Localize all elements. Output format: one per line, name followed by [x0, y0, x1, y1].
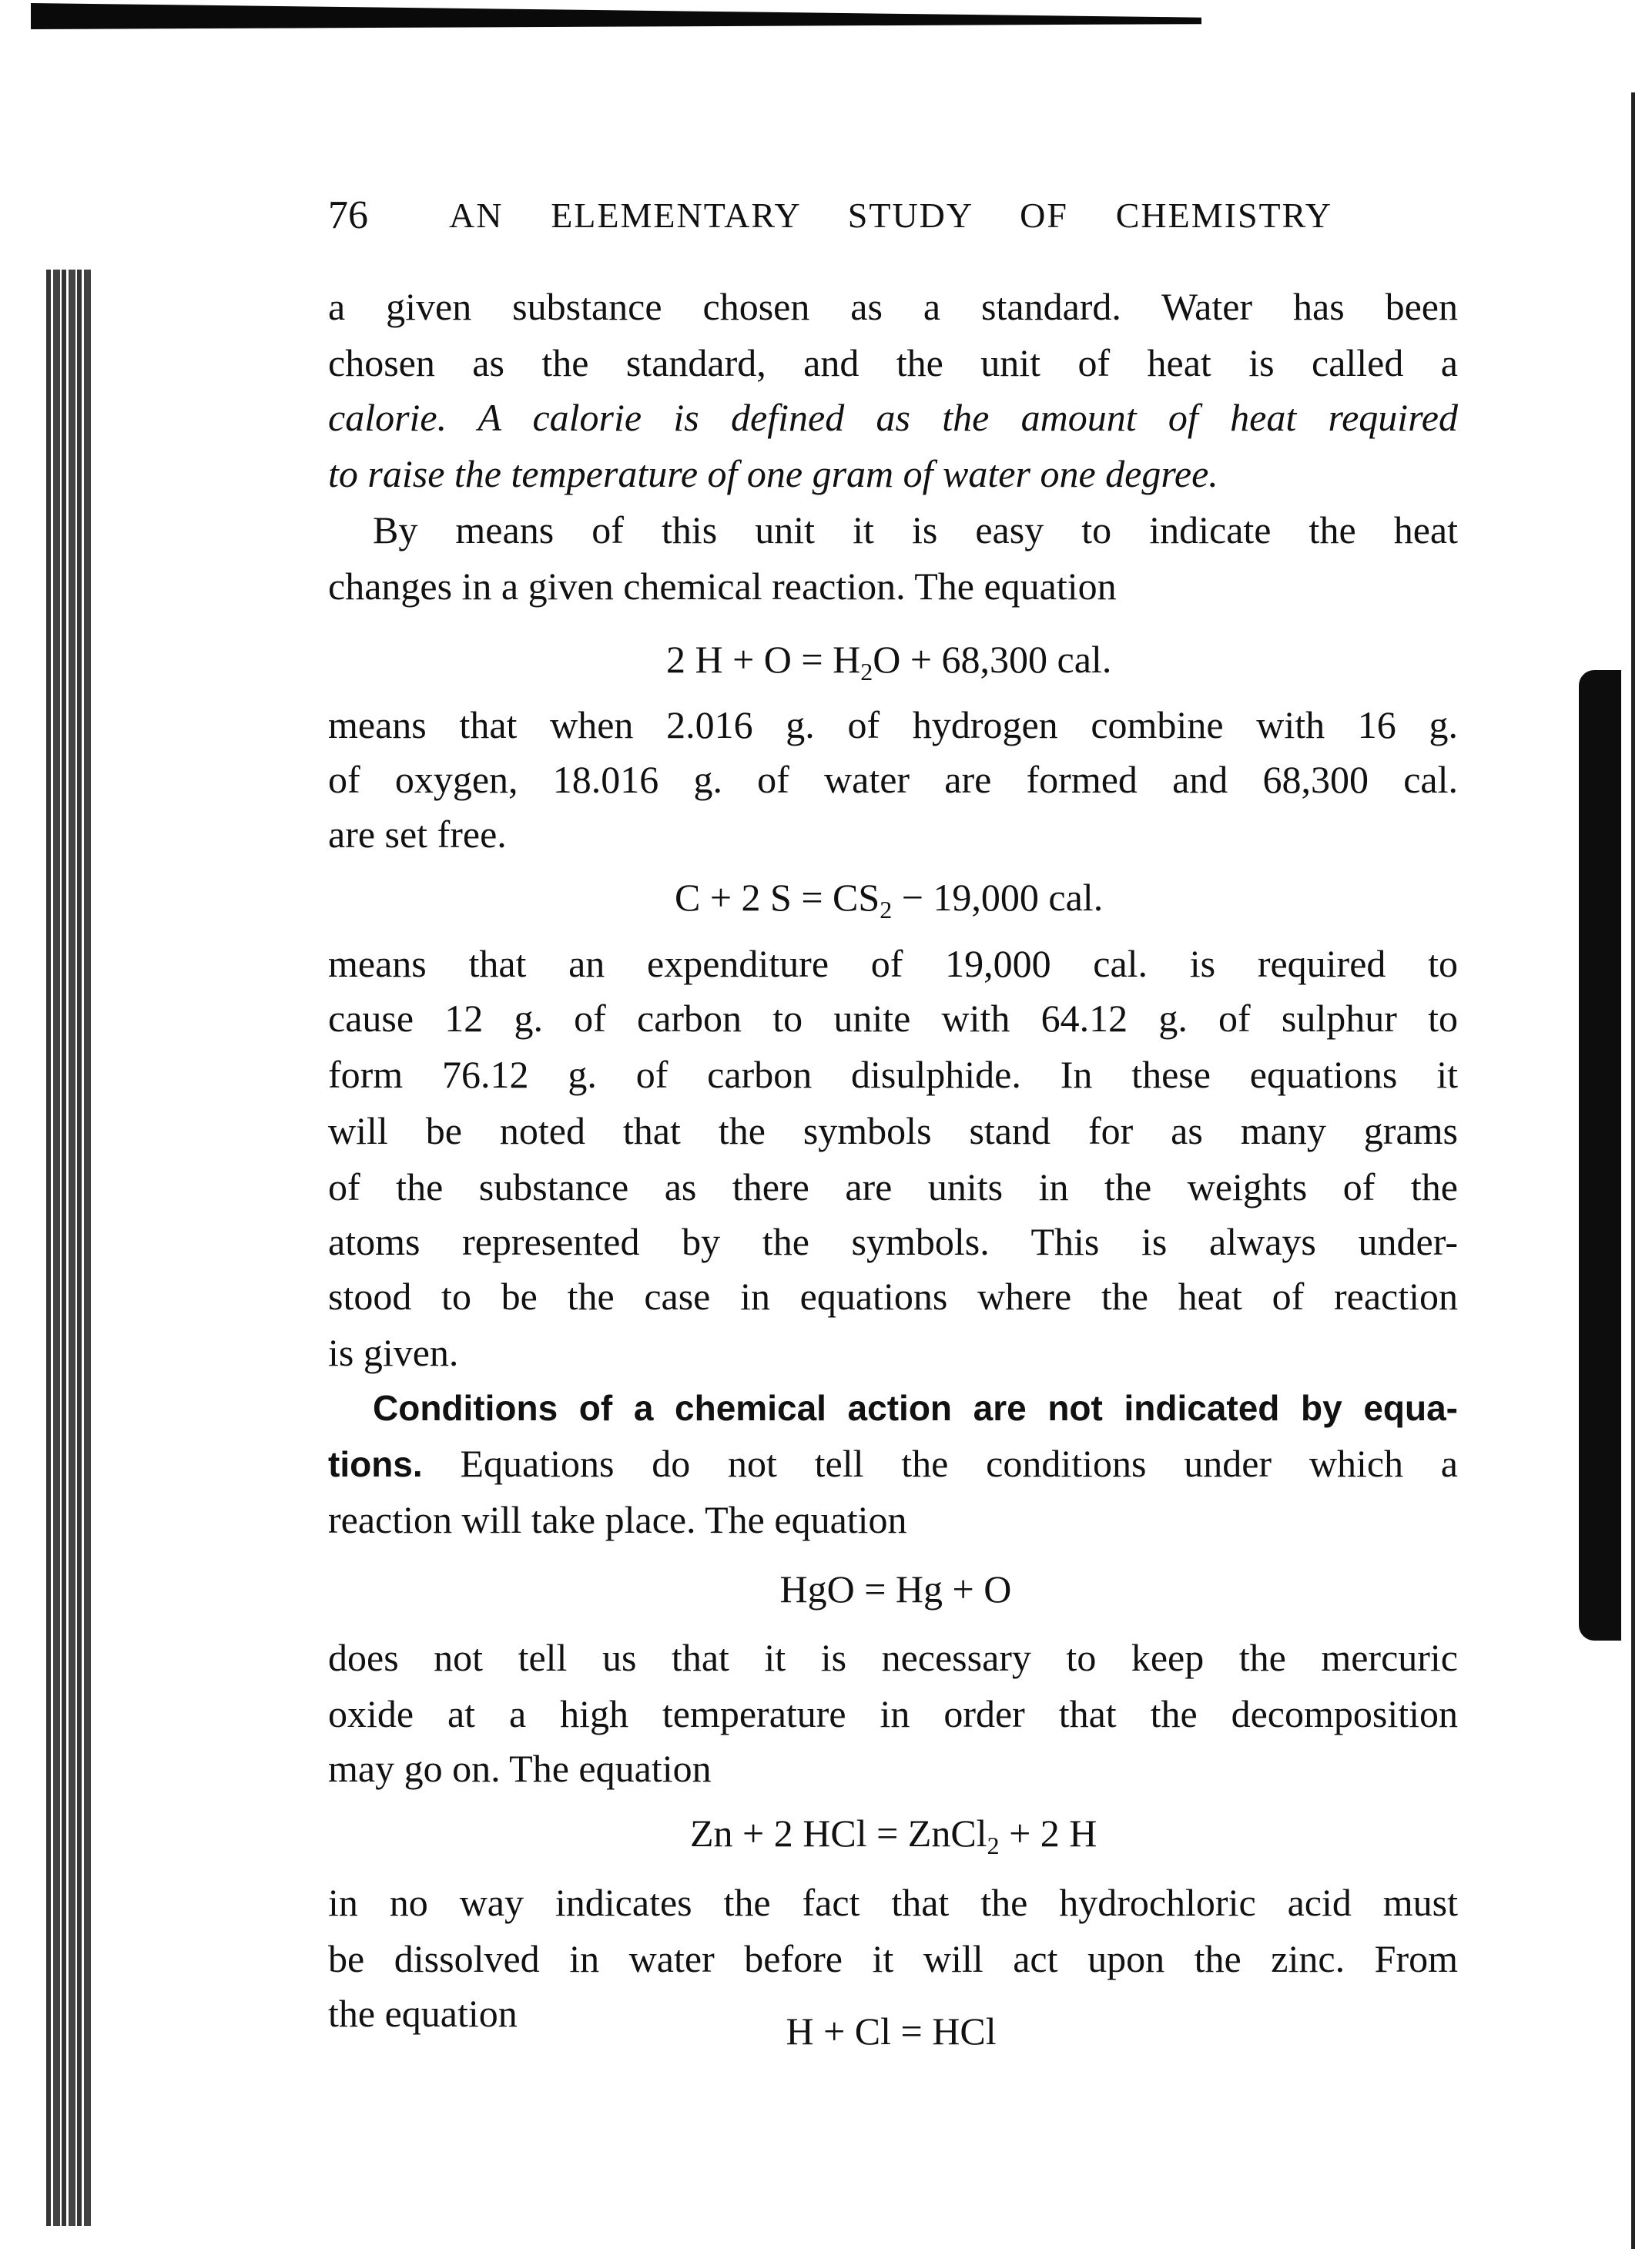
- italic-text: calorie. A calorie is defined as the amount of heat required: [328, 396, 1458, 439]
- text-line: [328, 1630, 1458, 1685]
- equation: [780, 1561, 1012, 1617]
- text-line: [328, 1103, 1458, 1158]
- text-segment: + 2 H: [999, 1812, 1097, 1855]
- text-segment: does not tell us that it is necessary to keep the mercuric: [328, 1636, 1458, 1679]
- text-segment: HgO = Hg + O: [779, 1567, 1012, 1611]
- bold-heading: Conditions of a chemical action are not indicated by equa-: [373, 1388, 1458, 1428]
- text-segment: H + Cl = HCl: [786, 2010, 997, 2053]
- text-segment: chosen as the standard, and the unit of heat is called a: [328, 341, 1458, 384]
- text-line: [328, 1269, 1458, 1324]
- scan-binding-shadow-left: [46, 270, 92, 2226]
- subscript: 2: [880, 896, 893, 924]
- equation: [690, 1805, 1097, 1861]
- scan-page-edge-right: [1631, 92, 1635, 2249]
- text-segment: means that an expenditure of 19,000 cal. is required to: [328, 942, 1458, 985]
- subscript: 2: [860, 658, 873, 686]
- text-line: [328, 1214, 1458, 1269]
- running-title: AN ELEMENTARY STUDY OF CHEMISTRY: [449, 196, 1332, 235]
- text-segment: form 76.12 g. of carbon disulphide. In these equations it: [328, 1053, 1458, 1096]
- text-line: [328, 1492, 1458, 1547]
- text-segment: C + 2 S = CS: [675, 876, 880, 919]
- text-segment: are set free.: [328, 813, 507, 856]
- text-line: [328, 991, 1458, 1046]
- text-line: [328, 697, 1458, 753]
- text-line: [373, 1379, 1458, 1435]
- text-segment: − 19,000 cal.: [892, 876, 1104, 919]
- subscript: 2: [987, 1832, 1000, 1859]
- equation: [666, 632, 1111, 687]
- text-segment: atoms represented by the symbols. This is always under-: [328, 1220, 1458, 1263]
- equation: [786, 2003, 997, 2059]
- text-segment: will be noted that the symbols stand for as many grams: [328, 1109, 1458, 1152]
- text-line: [328, 335, 1458, 391]
- text-segment: 2 H + O = H: [666, 638, 861, 681]
- text-line: [328, 1047, 1458, 1102]
- text-line: [328, 1325, 1458, 1380]
- text-segment: of the substance as there are units in the weights of the: [328, 1165, 1458, 1208]
- text-segment: a given substance chosen as a standard. Water has been: [328, 285, 1458, 328]
- text-line: [328, 1931, 1458, 1986]
- text-line: [328, 806, 1458, 862]
- equation: [675, 870, 1103, 925]
- text-line: [328, 279, 1458, 334]
- text-segment: is given.: [328, 1331, 459, 1374]
- text-segment: By means of this unit it is easy to indicate the heat: [373, 508, 1458, 551]
- page-number: 76: [328, 193, 368, 237]
- text-line: [328, 446, 1458, 501]
- text-line: [328, 1686, 1458, 1741]
- text-line: [328, 752, 1458, 807]
- text-segment: the equation: [328, 1992, 518, 2035]
- scan-edge-shadow-right: [1579, 670, 1621, 1641]
- text-segment: means that when 2.016 g. of hydrogen combine with 16 g.: [328, 703, 1458, 746]
- text-line: [373, 502, 1458, 558]
- text-segment: be dissolved in water before it will act upon the zinc. From: [328, 1937, 1458, 1980]
- bold-heading: tions.: [328, 1444, 423, 1484]
- text-segment: of oxygen, 18.016 g. of water are formed and 68,300 cal.: [328, 758, 1458, 801]
- text-line: [328, 1875, 1458, 1930]
- text-segment: stood to be the case in equations where the heat of reaction: [328, 1275, 1458, 1318]
- text-line: [328, 1741, 1458, 1796]
- text-segment: changes in a given chemical reaction. The equation: [328, 565, 1117, 608]
- text-line: [328, 558, 1458, 614]
- italic-text: to raise the temperature of one gram of water one degree.: [328, 452, 1218, 495]
- text-segment: Zn + 2 HCl = ZnCl: [690, 1812, 987, 1855]
- text-line: [328, 1436, 1458, 1491]
- text-segment: reaction will take place. The equation: [328, 1498, 907, 1541]
- text-line: [328, 1159, 1458, 1215]
- text-segment: cause 12 g. of carbon to unite with 64.12 g. of sulphur to: [328, 997, 1458, 1040]
- scan-edge-top: [31, 3, 1201, 29]
- text-segment: Equations do not tell the conditions under which a: [422, 1442, 1458, 1485]
- text-segment: in no way indicates the fact that the hydrochloric acid must: [328, 1881, 1458, 1924]
- text-line: [328, 390, 1458, 445]
- text-segment: may go on. The equation: [328, 1747, 712, 1790]
- text-line: [328, 936, 1458, 991]
- text-segment: oxide at a high temperature in order that the decomposition: [328, 1692, 1458, 1735]
- text-segment: O + 68,300 cal.: [873, 638, 1112, 681]
